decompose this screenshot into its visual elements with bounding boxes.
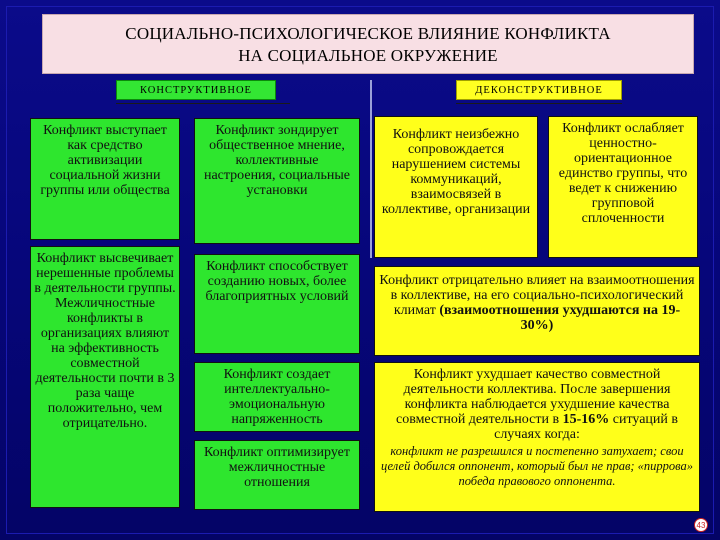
constructive-conditions-box: Конфликт способствует созданию новых, более благоприятных условий [194, 254, 360, 354]
divider-line-right [456, 103, 622, 104]
title-line-1: СОЦИАЛЬНО-ПСИХОЛОГИЧЕСКОЕ ВЛИЯНИЕ КОНФЛИКТА [125, 24, 611, 43]
center-divider [370, 80, 372, 258]
climate-percentage: (взаимоотношения ухудшаются на 19-30%) [439, 303, 681, 333]
quality-text: Конфликт ухудшает качество совместной деятельности коллектива. После завершения конфликта наблюдается ухудшение качества совместной деятельности в [395, 367, 671, 427]
destructive-unity-box: Конфликт ослабляет ценностно-ориентационное единство группы, что ведет к снижению групповой сплоченности [548, 116, 698, 258]
category-constructive: КОНСТРУКТИВНОЕ [116, 80, 276, 100]
climate-text: Конфликт отрицательно влияет на взаимоотношения в коллективе, на его социально-психологический климат [379, 273, 695, 318]
title-line-2: НА СОЦИАЛЬНОЕ ОКРУЖЕНИЕ [238, 46, 498, 65]
quality-percentage: 15-16% [562, 412, 610, 427]
constructive-problems-box: Конфликт высвечивает нерешенные проблемы в деятельности группы. Межличностные конфликты в организациях влияют на эффективность совместной деятельности почти в 3 раза чаще положительно, чем отрицательно. [30, 246, 180, 508]
constructive-activation-box: Конфликт выступает как средство активизации социальной жизни группы или общества [30, 118, 180, 240]
divider-line-left [116, 103, 290, 104]
destructive-climate-box [374, 266, 700, 356]
page-number-badge: 43 [694, 518, 708, 532]
slide-title [42, 14, 694, 74]
category-destructive: ДЕКОНСТРУКТИВНОЕ [456, 80, 622, 100]
destructive-communication-box: Конфликт неизбежно сопровождается нарушением системы коммуникаций, взаимосвязей в коллективе, организации [374, 116, 538, 258]
quality-tail: ситуаций в случаях когда: [494, 412, 678, 442]
constructive-relations-box: Конфликт оптимизирует межличностные отношения [194, 440, 360, 510]
quality-cases: конфликт не разрешился и постепенно затухает; свои целей добился оппонент, который был не прав; «пиррова» победа правового оппонента. [380, 444, 694, 488]
destructive-quality-box [374, 362, 700, 512]
constructive-opinion-box: Конфликт зондирует общественное мнение, коллективные настроения, социальные установки [194, 118, 360, 244]
constructive-tension-box: Конфликт создает интеллектуально-эмоциональную напряженность [194, 362, 360, 432]
